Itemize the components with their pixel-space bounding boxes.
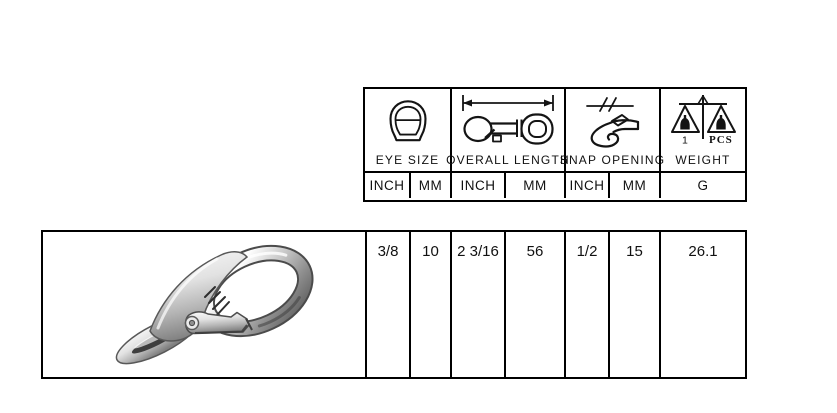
column-weight — [659, 89, 745, 171]
balance-scale-icon — [668, 93, 738, 151]
snap-hook-dimension-icon — [457, 89, 559, 154]
value-overall-length-mm: 56 — [504, 232, 564, 377]
column-overall-length — [446, 89, 570, 171]
column-label-weight: WEIGHT — [675, 153, 731, 167]
value-eye-size-mm: 10 — [409, 232, 450, 377]
value-weight-g: 26.1 — [659, 232, 745, 377]
unit-snap-opening-mm: MM — [608, 171, 659, 198]
value-snap-opening-inch: 1/2 — [564, 232, 608, 377]
product-data-row — [41, 230, 747, 379]
eyelet-front-icon — [385, 89, 431, 154]
unit-overall-length-inch: INCH — [450, 171, 504, 198]
unit-weight-g: G — [659, 171, 745, 198]
hook-opening-icon — [582, 95, 644, 149]
unit-overall-length-mm: MM — [504, 171, 564, 198]
column-label-overall-length: OVERALL LENGTH — [446, 153, 570, 167]
hook-opening-icon — [582, 89, 644, 154]
unit-eye-size-inch: INCH — [365, 171, 409, 198]
column-label-eye-size: EYE SIZE — [375, 153, 440, 167]
value-overall-length-inch: 2 3/16 — [450, 232, 504, 377]
column-snap-opening — [559, 89, 666, 171]
snap-hook-photo — [98, 236, 323, 374]
weight-right-pan-label: PCS — [709, 133, 733, 146]
product-photo-cell — [43, 232, 365, 377]
weight-left-pan-label: 1 — [682, 134, 688, 146]
column-eye-size — [365, 89, 450, 171]
unit-snap-opening-inch: INCH — [564, 171, 608, 198]
column-label-snap-opening: SNAP OPENING — [559, 153, 666, 167]
eyelet-front-icon — [385, 99, 431, 144]
value-snap-opening-mm: 15 — [608, 232, 659, 377]
value-eye-size-inch: 3/8 — [365, 232, 409, 377]
balance-scale-icon — [668, 89, 738, 154]
snap-hook-dimension-icon — [457, 92, 559, 152]
spec-header-table — [363, 87, 747, 202]
unit-eye-size-mm: MM — [409, 171, 450, 198]
